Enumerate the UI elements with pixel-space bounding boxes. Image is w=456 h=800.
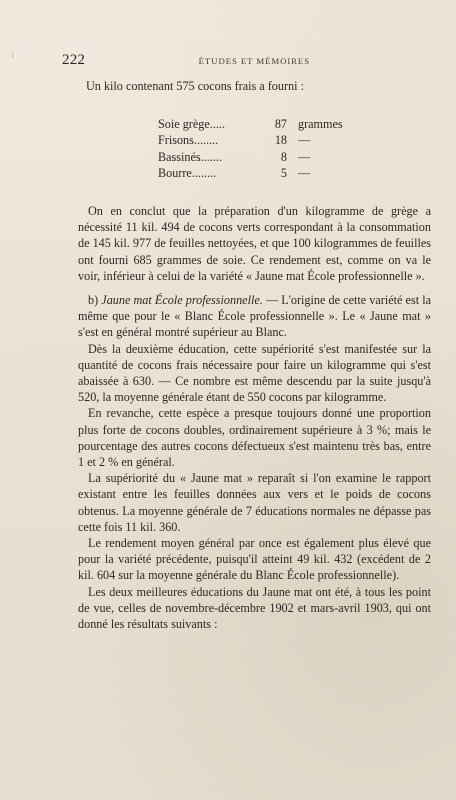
yield-value: 8 [280, 149, 287, 164]
cocoon-yield-list [158, 116, 368, 181]
variety-introduction-paragraph [78, 292, 431, 341]
superiority-paragraph: Dès la deuxième éducation, cette supériorité s'est manifestée sur la quantité de cocons frais nécessaire pour faire un kilogramme qui s'est abaissée à 630. — Ce nombre est même descendu par la suite jusqu'à 520, la moyenne générale étant de 550 cocons par kilogramme. [78, 341, 431, 405]
yield-label: Soie grège..... [158, 117, 226, 132]
variety-name: Jaune mat École professionnelle. [101, 292, 263, 307]
yield-unit: grammes [298, 117, 343, 132]
document-body [78, 78, 431, 632]
running-title: ÉTUDES ET MÉMOIRES [198, 56, 310, 66]
yield-label: Frisons........ [158, 133, 219, 148]
double-cocoons-paragraph: En revanche, cette espèce a presque toujours donné une proportion plus forte de cocons doubles, ordinairement supérieure à 3 %; mais le pourcentage des autres cocons défectueux s'est maintenu très bas, entre 1 et 2 % en général. [78, 406, 431, 469]
yield-label: Bourre........ [158, 165, 217, 180]
page-mark [12, 53, 13, 58]
running-header [62, 52, 428, 70]
yield-value: 87 [274, 117, 287, 132]
yield-per-ounce-paragraph: Le rendement moyen général par once est également plus élevé que pour la variété précédente, puisqu'il atteint 49 kil. 432 (excédent de 2 kil. 604 sur la moyenne générale du Blanc École professionnelle). [78, 536, 431, 583]
section-label: b) [88, 292, 99, 307]
intro-sentence: Un kilo contenant 575 cocons frais a fourni : [86, 79, 304, 93]
yield-row-soie [158, 116, 368, 132]
variety-description: — L'origine de cette variété est la même que pour le « Blanc École professionnelle ». Le « Jaune mat » s'est en général montré supérieur au Blanc. [78, 292, 431, 340]
page-number: 222 [62, 52, 86, 68]
best-educations-paragraph: Les deux meilleures éducations du Jaune mat ont été, à tous les point de vue, celles de novembre-décembre 1902 et mars-avril 1903, qui ont donné les résultats suivants : [78, 584, 431, 632]
conclusion-paragraph: On en conclut que la préparation d'un kilogramme de grège a nécessité 11 kil. 494 de cocons verts correspondant à la consommation de 145 kil. 977 de feuilles nettoyées, et que 100 kilogrammes de feuilles ont fourni 685 grammes de soie. Ce rendement est, comme on va le voir, inférieur à celui de la variété « Jaune mat École professionnelle ». [78, 203, 431, 283]
yield-value: 5 [280, 165, 287, 180]
yield-row-bourre [158, 165, 368, 181]
feed-weight-paragraph: La supériorité du « Jaune mat » reparaît si l'on examine le rapport existant entre les feuilles données aux vers et le poids de cocons obtenus. La moyenne générale de 7 éducations normales ne dépasse pas cette fois 11 kil. 360. [78, 471, 431, 534]
yield-unit: — [298, 133, 311, 148]
yield-unit: — [298, 165, 311, 180]
yield-row-bassines [158, 149, 368, 165]
yield-unit: — [298, 149, 311, 164]
yield-row-frisons [158, 132, 368, 148]
yield-label: Bassinés....... [158, 149, 222, 164]
yield-value: 18 [274, 133, 287, 148]
